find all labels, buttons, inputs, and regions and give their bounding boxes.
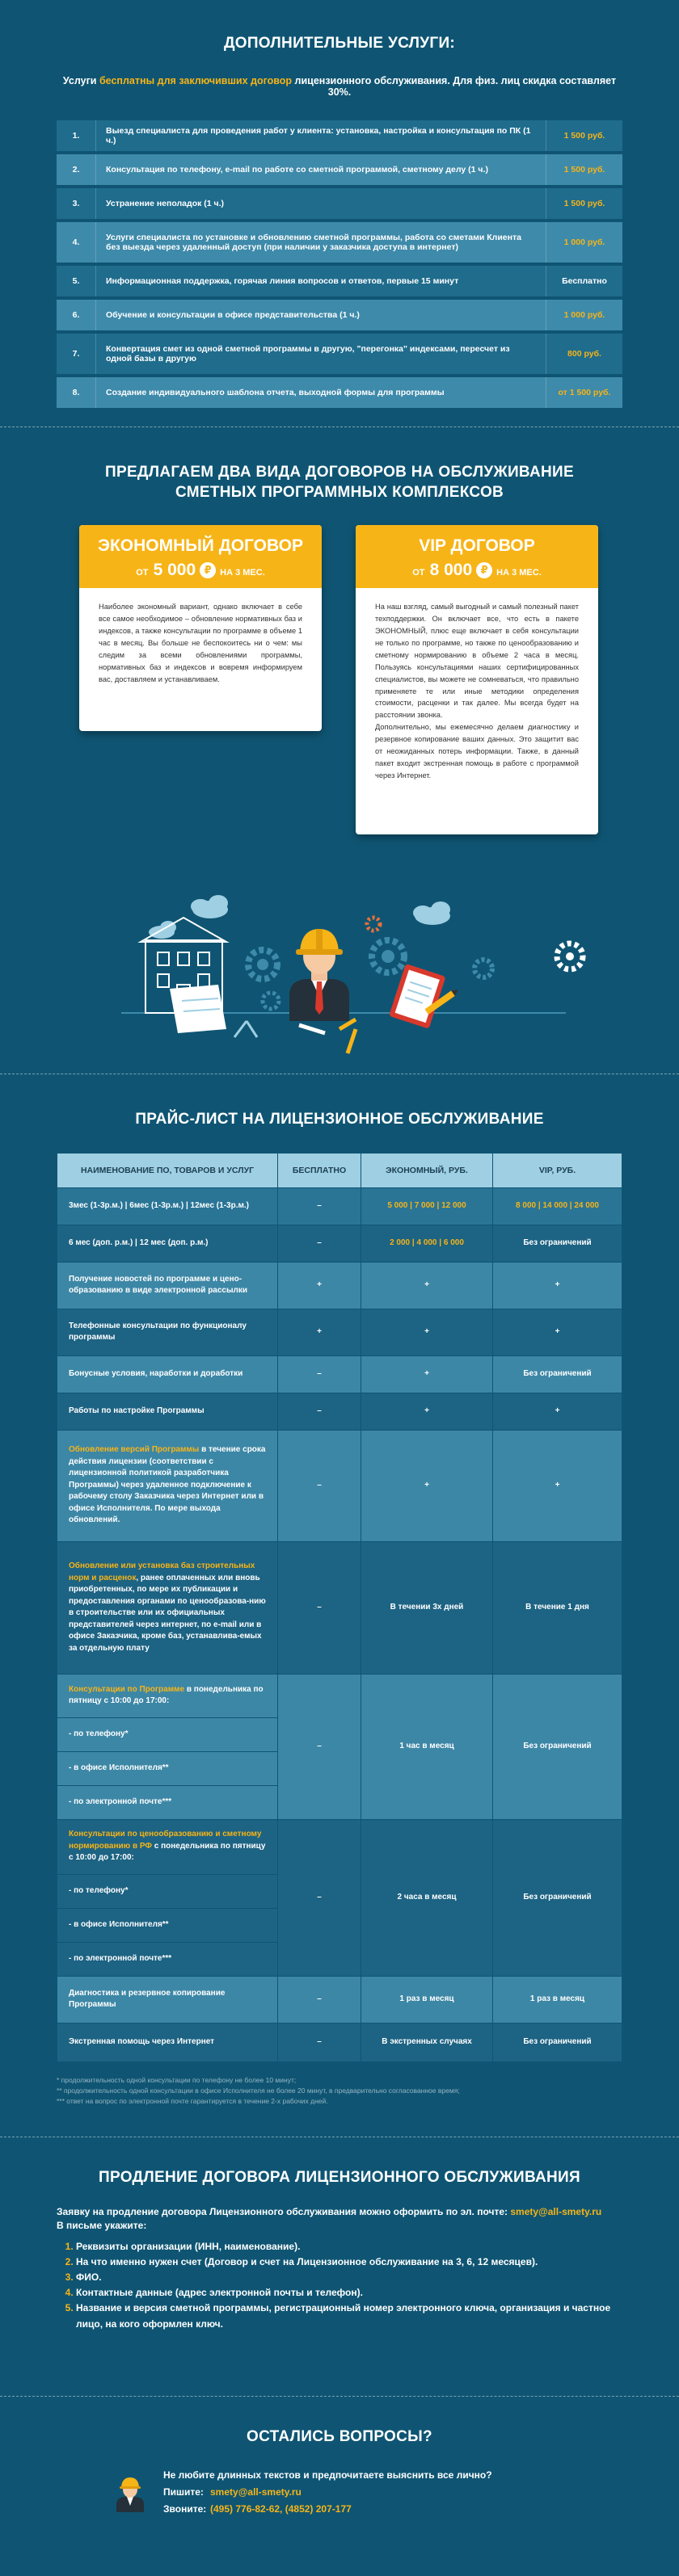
service-price: 1 500 руб.	[546, 188, 622, 219]
service-price: 1 500 руб.	[546, 120, 622, 151]
services-section	[0, 0, 679, 427]
extension-list	[57, 2239, 622, 2332]
services-title: ДОПОЛНИТЕЛЬНЫЕ УСЛУГИ:	[223, 35, 456, 52]
questions-section	[0, 2397, 679, 2558]
ruble-icon: ₽	[476, 562, 492, 578]
service-text: Конвертация смет из одной сметной программы в другую, "перегонка" индексами, пересчет из одной базы в другую	[96, 334, 546, 374]
service-num: 2.	[57, 154, 96, 185]
cell-vip: Без ограничений	[493, 1355, 622, 1393]
row-name: 6 мес (доп. р.м.) | 12 мес (доп. р.м.)	[57, 1225, 278, 1262]
row-name-text: , ранее оплаченных или вновь приобретенных, по мере их публикации и предоставления органами по ценообразова-нию в строительстве или их официальных представителей через интернет, по e-mail или в офисе Заказчика, кроме баз, устанавлива-емых за отдельную плату	[69, 1573, 266, 1653]
economy-price-period: НА 3 МЕС.	[220, 568, 265, 578]
vip-price-prefix: ОТ	[412, 568, 425, 578]
vip-price-amount: 8 000	[429, 561, 473, 580]
list-item: 1. Реквизиты организации (ИНН, наименование).	[76, 2239, 622, 2255]
service-price: 800 руб.	[546, 334, 622, 374]
service-num: 8.	[57, 377, 96, 408]
services-intro-highlight: бесплатны для заключивших договор	[99, 74, 293, 86]
vip-price-period: НА 3 МЕС.	[496, 568, 542, 578]
economy-card-price	[79, 561, 322, 580]
footnote: *** ответ на вопрос по электронной почте гарантируется в течение 2-х рабочих дней.	[57, 2097, 328, 2106]
cell-vip: +	[493, 1309, 622, 1355]
clipboard-icon	[389, 964, 445, 1029]
row-name	[57, 1541, 278, 1674]
cell-vip: Без ограничений	[493, 2023, 622, 2061]
row-name-text: в течение срока действия лицензии (соответствии с лицензионной политикой разработчика Программы) через удаленное подключение к рабочему столу Заказчика через Интернет или в офисе Исполнителя. По мере выхода обновлений.	[69, 1445, 266, 1525]
vip-card-text: На наш взгляд, самый выгодный и самый полезный пакет техподдержки. Он включает все, что есть в пакете ЭКОНОМНЫЙ, плюс еще включает в себя консультации не только по программе, но также по ценообразованию и сметному нормированию в объеме 2 часа в месяц. Пользуясь консультациями наших сертифицированных специалистов, вы можете не сомневаться, что правильно применяете те или иные методики определения стоимости, расценки и так далее. Мы всегда будет на расстоянии звонка.	[375, 603, 579, 720]
cell-free: –	[278, 1355, 361, 1393]
cell-vip: В течение 1 дня	[493, 1541, 622, 1674]
engineer-mascot-icon	[110, 2472, 150, 2512]
footnote: * продолжительность одной консультации по телефону не более 10 минут;	[57, 2075, 297, 2084]
service-price: Бесплатно	[546, 266, 622, 296]
compass-icon	[234, 1021, 257, 1037]
service-num: 6.	[57, 300, 96, 330]
cell-economy: 5 000 | 7 000 | 12 000	[361, 1187, 493, 1225]
service-row	[57, 120, 622, 151]
cell-economy: В экстренных случаях	[361, 2023, 493, 2061]
service-text: Информационная поддержка, горячая линия вопросов и ответов, первые 15 минут	[96, 266, 546, 296]
cell-free: +	[278, 1309, 361, 1355]
cell-economy: +	[361, 1430, 493, 1541]
pricelist-section	[0, 1074, 679, 2137]
service-row	[57, 154, 622, 185]
gear-icon	[557, 943, 583, 969]
call-label: Звоните:	[163, 2502, 207, 2515]
col-header-free: БЕСПЛАТНО	[278, 1153, 361, 1187]
extension-line1: Заявку на продление договора Лицензионного обслуживания можно оформить по эл. почте:	[57, 2205, 511, 2217]
row-name-highlight: Обновление версий Программы	[69, 1445, 200, 1455]
contracts-title-line2: СМЕТНЫХ ПРОГРАММНЫХ КОМПЛЕКСОВ	[175, 483, 504, 501]
pricelist-table	[57, 1153, 622, 2062]
row-name: Телефонные консультации по функционалу программы	[57, 1309, 278, 1355]
vip-card	[356, 525, 598, 834]
engineer-illustration	[113, 868, 598, 1061]
extension-email-link[interactable]: smety@all-smety.ru	[510, 2205, 602, 2217]
cell-economy: 2 часа в месяц	[361, 1819, 493, 1976]
extension-subtitle: В письме укажите:	[57, 2219, 147, 2231]
row-sub-name: - по телефону*	[57, 1874, 278, 1908]
table-row	[57, 1541, 622, 1674]
screwdriver-icon	[340, 1019, 356, 1053]
cell-vip: Без ограничений	[493, 1819, 622, 1976]
row-sub-name: - в офисе Исполнителя**	[57, 1908, 278, 1942]
economy-card-title: ЭКОНОМНЫЙ ДОГОВОР	[98, 536, 303, 556]
row-name: Бонусные условия, наработки и доработки	[57, 1355, 278, 1393]
cell-free: –	[278, 1674, 361, 1819]
col-header-vip: VIP, РУБ.	[493, 1153, 622, 1187]
gear-icon	[372, 940, 404, 973]
gear-icon	[367, 918, 380, 931]
row-name: Работы по настройке Программы	[57, 1393, 278, 1430]
service-price: 1 500 руб.	[546, 154, 622, 185]
service-row	[57, 334, 622, 374]
row-name: Экстренная помощь через Интернет	[57, 2023, 278, 2061]
economy-card	[79, 525, 322, 731]
col-header-economy: ЭКОНОМНЫЙ, РУБ.	[361, 1153, 493, 1187]
cell-free: –	[278, 1187, 361, 1225]
cell-vip: +	[493, 1262, 622, 1309]
questions-title: ОСТАЛИСЬ ВОПРОСЫ?	[247, 2428, 432, 2445]
row-name: Получение новостей по программе и цено-образованию в виде электронной рассылки	[57, 1262, 278, 1309]
service-row	[57, 377, 622, 408]
list-item: 4. Контактные данные (адрес электронной почты и телефон).	[76, 2285, 622, 2301]
cell-vip: Без ограничений	[493, 1674, 622, 1819]
contracts-section	[0, 427, 679, 1074]
service-text: Обучение и консультации в офисе представительства (1 ч.)	[96, 300, 546, 330]
cell-free: –	[278, 1976, 361, 2023]
row-name	[57, 1819, 278, 1874]
service-row	[57, 266, 622, 296]
row-name-highlight: Обновление или установка баз строительных норм и расценок	[69, 1561, 255, 1582]
table-row	[57, 1187, 622, 1225]
service-text: Консультация по телефону, e-mail по работе со сметной программой, сметному делу (1 ч.)	[96, 154, 546, 185]
vip-card-text-2: Дополнительно, мы ежемесячно делаем диагностику и резервное копирование ваших данных. Это защитит вас от неожиданных потерь информации. Также, в данный пакет входит экстренная помощь в работе с программой через Интернет.	[375, 723, 579, 780]
list-item: 5. Название и версия сметной программы, регистрационный номер электронного ключа, организация и частное лицо, на кого оформлен ключ.	[76, 2301, 622, 2331]
vip-card-title: VIP ДОГОВОР	[419, 536, 535, 556]
cell-economy: 1 раз в месяц	[361, 1976, 493, 2023]
row-sub-name: - по электронной почте***	[57, 1785, 278, 1819]
service-row	[57, 188, 622, 219]
row-name: 3мес (1-3р.м.) | 6мес (1-3р.м.) | 12мес (1-3р.м.)	[57, 1187, 278, 1225]
row-name: Диагностика и резервное копирование Программы	[57, 1976, 278, 2023]
row-name-text: в понедельника по пятницу с 10:00 до 17:00:	[69, 1684, 264, 1706]
contracts-title-line1: ПРЕДЛАГАЕМ ДВА ВИДА ДОГОВОРОВ НА ОБСЛУЖИВАНИЕ	[105, 464, 574, 481]
list-item: 2. На что именно нужен счет (Договор и счет на Лицензионное обслуживание на 3, 6, 12 месяцев).	[76, 2255, 622, 2270]
table-row	[57, 1976, 622, 2023]
ruble-icon: ₽	[200, 562, 216, 578]
cell-free: –	[278, 1819, 361, 1976]
service-num: 3.	[57, 188, 96, 219]
cell-free: –	[278, 2023, 361, 2061]
row-name-text: с понедельника по пятницу с 10:00 до 17:00:	[69, 1841, 266, 1863]
vip-card-price	[356, 561, 598, 580]
table-row	[57, 1355, 622, 1393]
service-num: 7.	[57, 334, 96, 374]
table-row	[57, 2023, 622, 2061]
cell-vip: Без ограничений	[493, 1225, 622, 1262]
cell-vip: 8 000 | 14 000 | 24 000	[493, 1187, 622, 1225]
service-price: 1 000 руб.	[546, 222, 622, 263]
gear-icon	[248, 950, 277, 979]
write-label: Пишите:	[163, 2486, 204, 2498]
gear-icon	[263, 993, 279, 1009]
cell-economy: +	[361, 1262, 493, 1309]
engineer-icon	[289, 929, 349, 1021]
cell-free: –	[278, 1225, 361, 1262]
gear-icon	[474, 960, 492, 977]
services-intro-part1: Услуги	[62, 74, 99, 86]
table-row	[57, 1430, 622, 1541]
table-row	[57, 1819, 622, 1874]
contracts-title	[57, 463, 622, 502]
cell-economy: +	[361, 1355, 493, 1393]
col-header-name: НАИМЕНОВАНИЕ ПО, ТОВАРОВ И УСЛУГ	[57, 1153, 278, 1187]
cell-free: +	[278, 1262, 361, 1309]
pricelist-title: ПРАЙС-ЛИСТ НА ЛИЦЕНЗИОННОЕ ОБСЛУЖИВАНИЕ	[135, 1111, 544, 1128]
table-row	[57, 1674, 622, 1717]
services-intro-part2: лицензионного обслуживания. Для физ. лиц скидка составляет 30%.	[292, 74, 617, 98]
service-num: 4.	[57, 222, 96, 263]
row-name	[57, 1430, 278, 1541]
table-row	[57, 1393, 622, 1430]
extension-title: ПРОДЛЕНИЕ ДОГОВОРА ЛИЦЕНЗИОННОГО ОБСЛУЖИВАНИЯ	[99, 2169, 580, 2186]
row-name-highlight: Консультации по ценообразованию и сметному нормированию в РФ	[69, 1830, 262, 1851]
cloud-icon	[413, 901, 450, 925]
service-text: Услуги специалиста по установке и обновлению сметной программы, работа со сметами Клиента без выезда через удаленный доступ (при наличии у заказчика доступа в интернет)	[96, 222, 546, 263]
contact-block	[57, 2467, 622, 2518]
economy-card-text: Наиболее экономный вариант, однако включает в себе все самое необходимое – обновление нормативных баз и индексов, а также консультации по программе в объеме 1 час в месяц. Вы больше не беспокоитесь ни о чем: мы следим за всеми обновлениями программы, нормативных баз и индексов и вовремя информируем вас, доставляем и устанавливаем.	[99, 603, 302, 683]
economy-price-prefix: ОТ	[136, 568, 149, 578]
service-row	[57, 300, 622, 330]
footnote: ** продолжительность одной консультации в офисе Исполнителя не более 20 минут, в предварительно согласованное время;	[57, 2086, 460, 2095]
cell-economy: В течении 3х дней	[361, 1541, 493, 1674]
service-text: Создание индивидуального шаблона отчета, выходной формы для программы	[96, 377, 546, 408]
row-sub-name: - в офисе Исполнителя**	[57, 1751, 278, 1785]
table-row	[57, 1309, 622, 1355]
contact-write	[163, 2484, 622, 2501]
extension-section	[0, 2137, 679, 2396]
service-text: Выезд специалиста для проведения работ у клиента: установка, настройка и консультация по ПК (1 ч.)	[96, 120, 546, 151]
service-price: 1 000 руб.	[546, 300, 622, 330]
list-item: 3. ФИО.	[76, 2270, 622, 2285]
service-text: Устранение неполадок (1 ч.)	[96, 188, 546, 219]
extension-text	[57, 2206, 622, 2217]
row-name-highlight: Консультации по Программе	[69, 1684, 185, 1694]
service-price: от 1 500 руб.	[546, 377, 622, 408]
row-sub-name: - по электронной почте***	[57, 1942, 278, 1976]
services-table	[57, 117, 622, 411]
table-row	[57, 1262, 622, 1309]
economy-price-amount: 5 000	[153, 561, 196, 580]
cloud-icon	[191, 895, 228, 918]
contact-call	[163, 2501, 622, 2518]
service-num: 1.	[57, 120, 96, 151]
cell-free: –	[278, 1430, 361, 1541]
cell-economy: 1 час в месяц	[361, 1674, 493, 1819]
cell-vip: +	[493, 1393, 622, 1430]
services-intro	[57, 75, 622, 98]
call-phone-link[interactable]: (495) 776-82-62, (4852) 207-177	[210, 2502, 352, 2515]
cell-free: –	[278, 1541, 361, 1674]
row-sub-name: - по телефону*	[57, 1717, 278, 1751]
service-row	[57, 222, 622, 263]
service-num: 5.	[57, 266, 96, 296]
cell-economy: 2 000 | 4 000 | 6 000	[361, 1225, 493, 1262]
pricelist-notes	[57, 2075, 622, 2107]
cell-economy: +	[361, 1309, 493, 1355]
contact-intro: Не любите длинных текстов и предпочитаете выяснить все лично?	[163, 2469, 492, 2481]
write-email-link[interactable]: smety@all-smety.ru	[210, 2486, 302, 2498]
cell-free: –	[278, 1393, 361, 1430]
blueprint-icon	[170, 985, 226, 1033]
table-row	[57, 1225, 622, 1262]
row-name	[57, 1674, 278, 1717]
cell-economy: +	[361, 1393, 493, 1430]
cell-vip: 1 раз в месяц	[493, 1976, 622, 2023]
cell-vip: +	[493, 1430, 622, 1541]
wrench-icon	[299, 1025, 325, 1033]
